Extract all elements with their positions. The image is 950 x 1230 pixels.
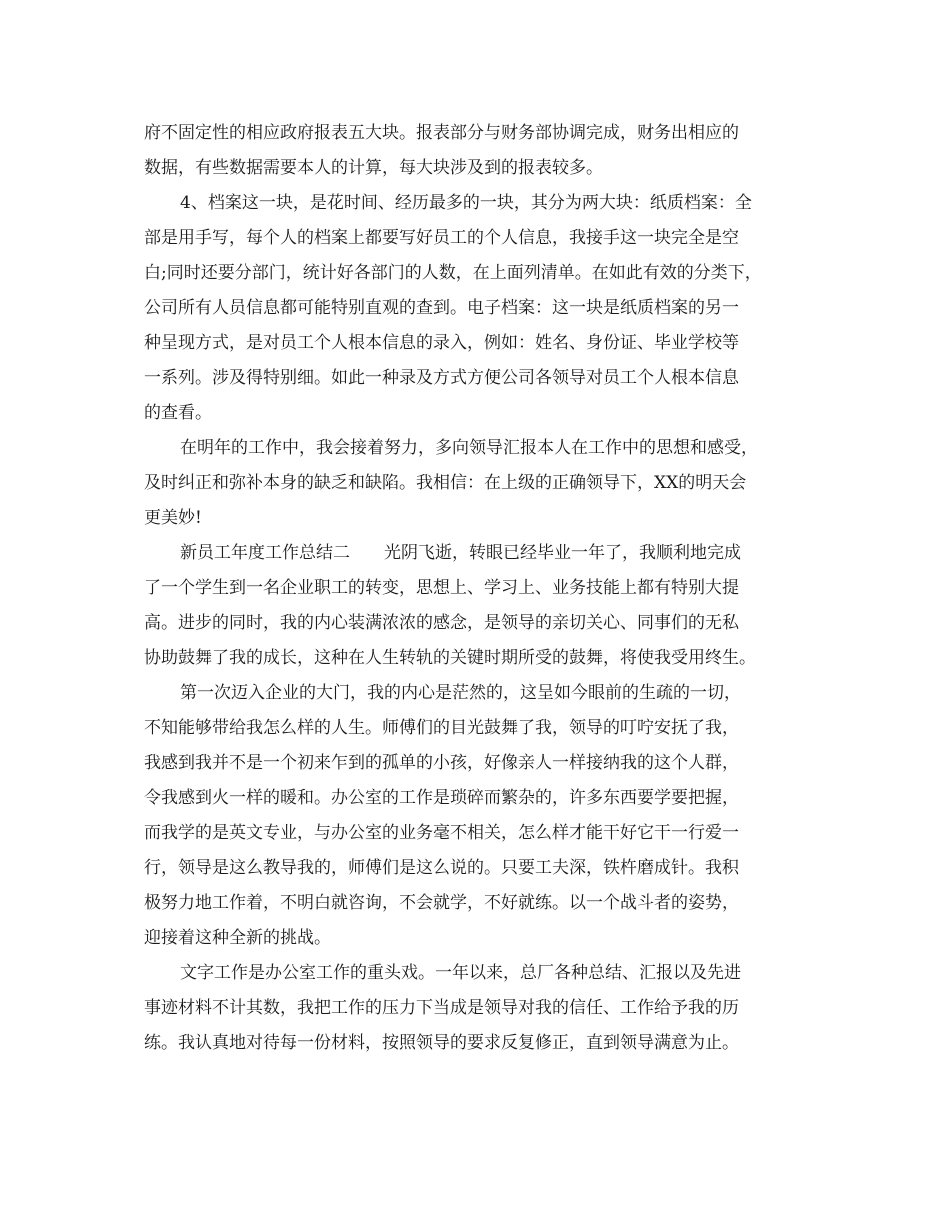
text-line: 数据，有些数据需要本人的计算，每大块涉及到的报表较多。 [144, 158, 603, 178]
text-line: 更美妙! [144, 508, 202, 528]
paragraph-start-line: 在明年的工作中，我会接着努力，多向领导汇报本人在工作中的思想和感受， [180, 438, 758, 458]
text-line: 一系列。涉及得特别细。如此一种录及方式方便公司各领导对员工个人根本信息 [144, 368, 739, 388]
text-line: 部是用手写，每个人的档案上都要写好员工的个人信息，我接手这一块完全是空 [144, 228, 739, 248]
paragraph-start-line: 新员工年度工作总结二 光阴飞逝，转眼已经毕业一年了，我顺利地完成 [180, 543, 741, 563]
text-line: 迎接着这种全新的挑战。 [144, 928, 331, 948]
document-body [144, 116, 814, 1061]
text-line: 不知能够带给我怎么样的人生。师傅们的目光鼓舞了我，领导的叮咛安抚了我， [144, 718, 739, 738]
text-line: 练。我认真地对待每一份材料，按照领导的要求反复修正，直到领导满意为止。 [144, 1033, 739, 1053]
text-line: 协助鼓舞了我的成长，这种在人生转轨的关键时期所受的鼓舞，将使我受用终生。 [144, 648, 756, 668]
text-line: 高。进步的同时，我的内心装满浓浓的感念，是领导的亲切关心、同事们的无私 [144, 613, 739, 633]
text-line: 种呈现方式，是对员工个人根本信息的录入，例如：姓名、身份证、毕业学校等 [144, 333, 739, 353]
text-line: 公司所有人员信息都可能特别直观的查到。电子档案：这一块是纸质档案的另一 [144, 298, 739, 318]
text-line: 而我学的是英文专业，与办公室的业务毫不相关，怎么样才能干好它干一行爱一 [144, 823, 739, 843]
paragraph-start-line: 第一次迈入企业的大门，我的内心是茫然的，这呈如今眼前的生疏的一切， [180, 683, 741, 703]
text-line: 的查看。 [144, 403, 212, 423]
paragraph-start-line: 文字工作是办公室工作的重头戏。一年以来，总厂各种总结、汇报以及先进 [180, 963, 741, 983]
text-line: 白;同时还要分部门，统计好各部门的人数，在上面列清单。在如此有效的分类下， [144, 263, 762, 283]
text-line: 了一个学生到一名企业职工的转变，思想上、学习上、业务技能上都有特别大提 [144, 578, 739, 598]
text-line: 府不固定性的相应政府报表五大块。报表部分与财务部协调完成，财务出相应的 [144, 123, 739, 143]
text-line: 行，领导是这么教导我的，师傅们是这么说的。只要工夫深，铁杵磨成针。我积 [144, 858, 739, 878]
text-line: 我感到我并不是一个初来乍到的孤单的小孩，好像亲人一样接纳我的这个人群， [144, 753, 739, 773]
text-line: 极努力地工作着，不明白就咨询，不会就学，不好就练。以一个战斗者的姿势， [144, 893, 739, 913]
text-line: 令我感到火一样的暖和。办公室的工作是琐碎而繁杂的，许多东西要学要把握， [144, 788, 739, 808]
text-line: 及时纠正和弥补本身的缺乏和缺陷。我相信：在上级的正确领导下，XX的明天会 [144, 473, 747, 493]
text-line: 事迹材料不计其数，我把工作的压力下当成是领导对我的信任、工作给予我的历 [144, 998, 739, 1018]
paragraph-start-line: 4、档案这一块，是花时间、经历最多的一块，其分为两大块：纸质档案：全 [180, 193, 752, 213]
